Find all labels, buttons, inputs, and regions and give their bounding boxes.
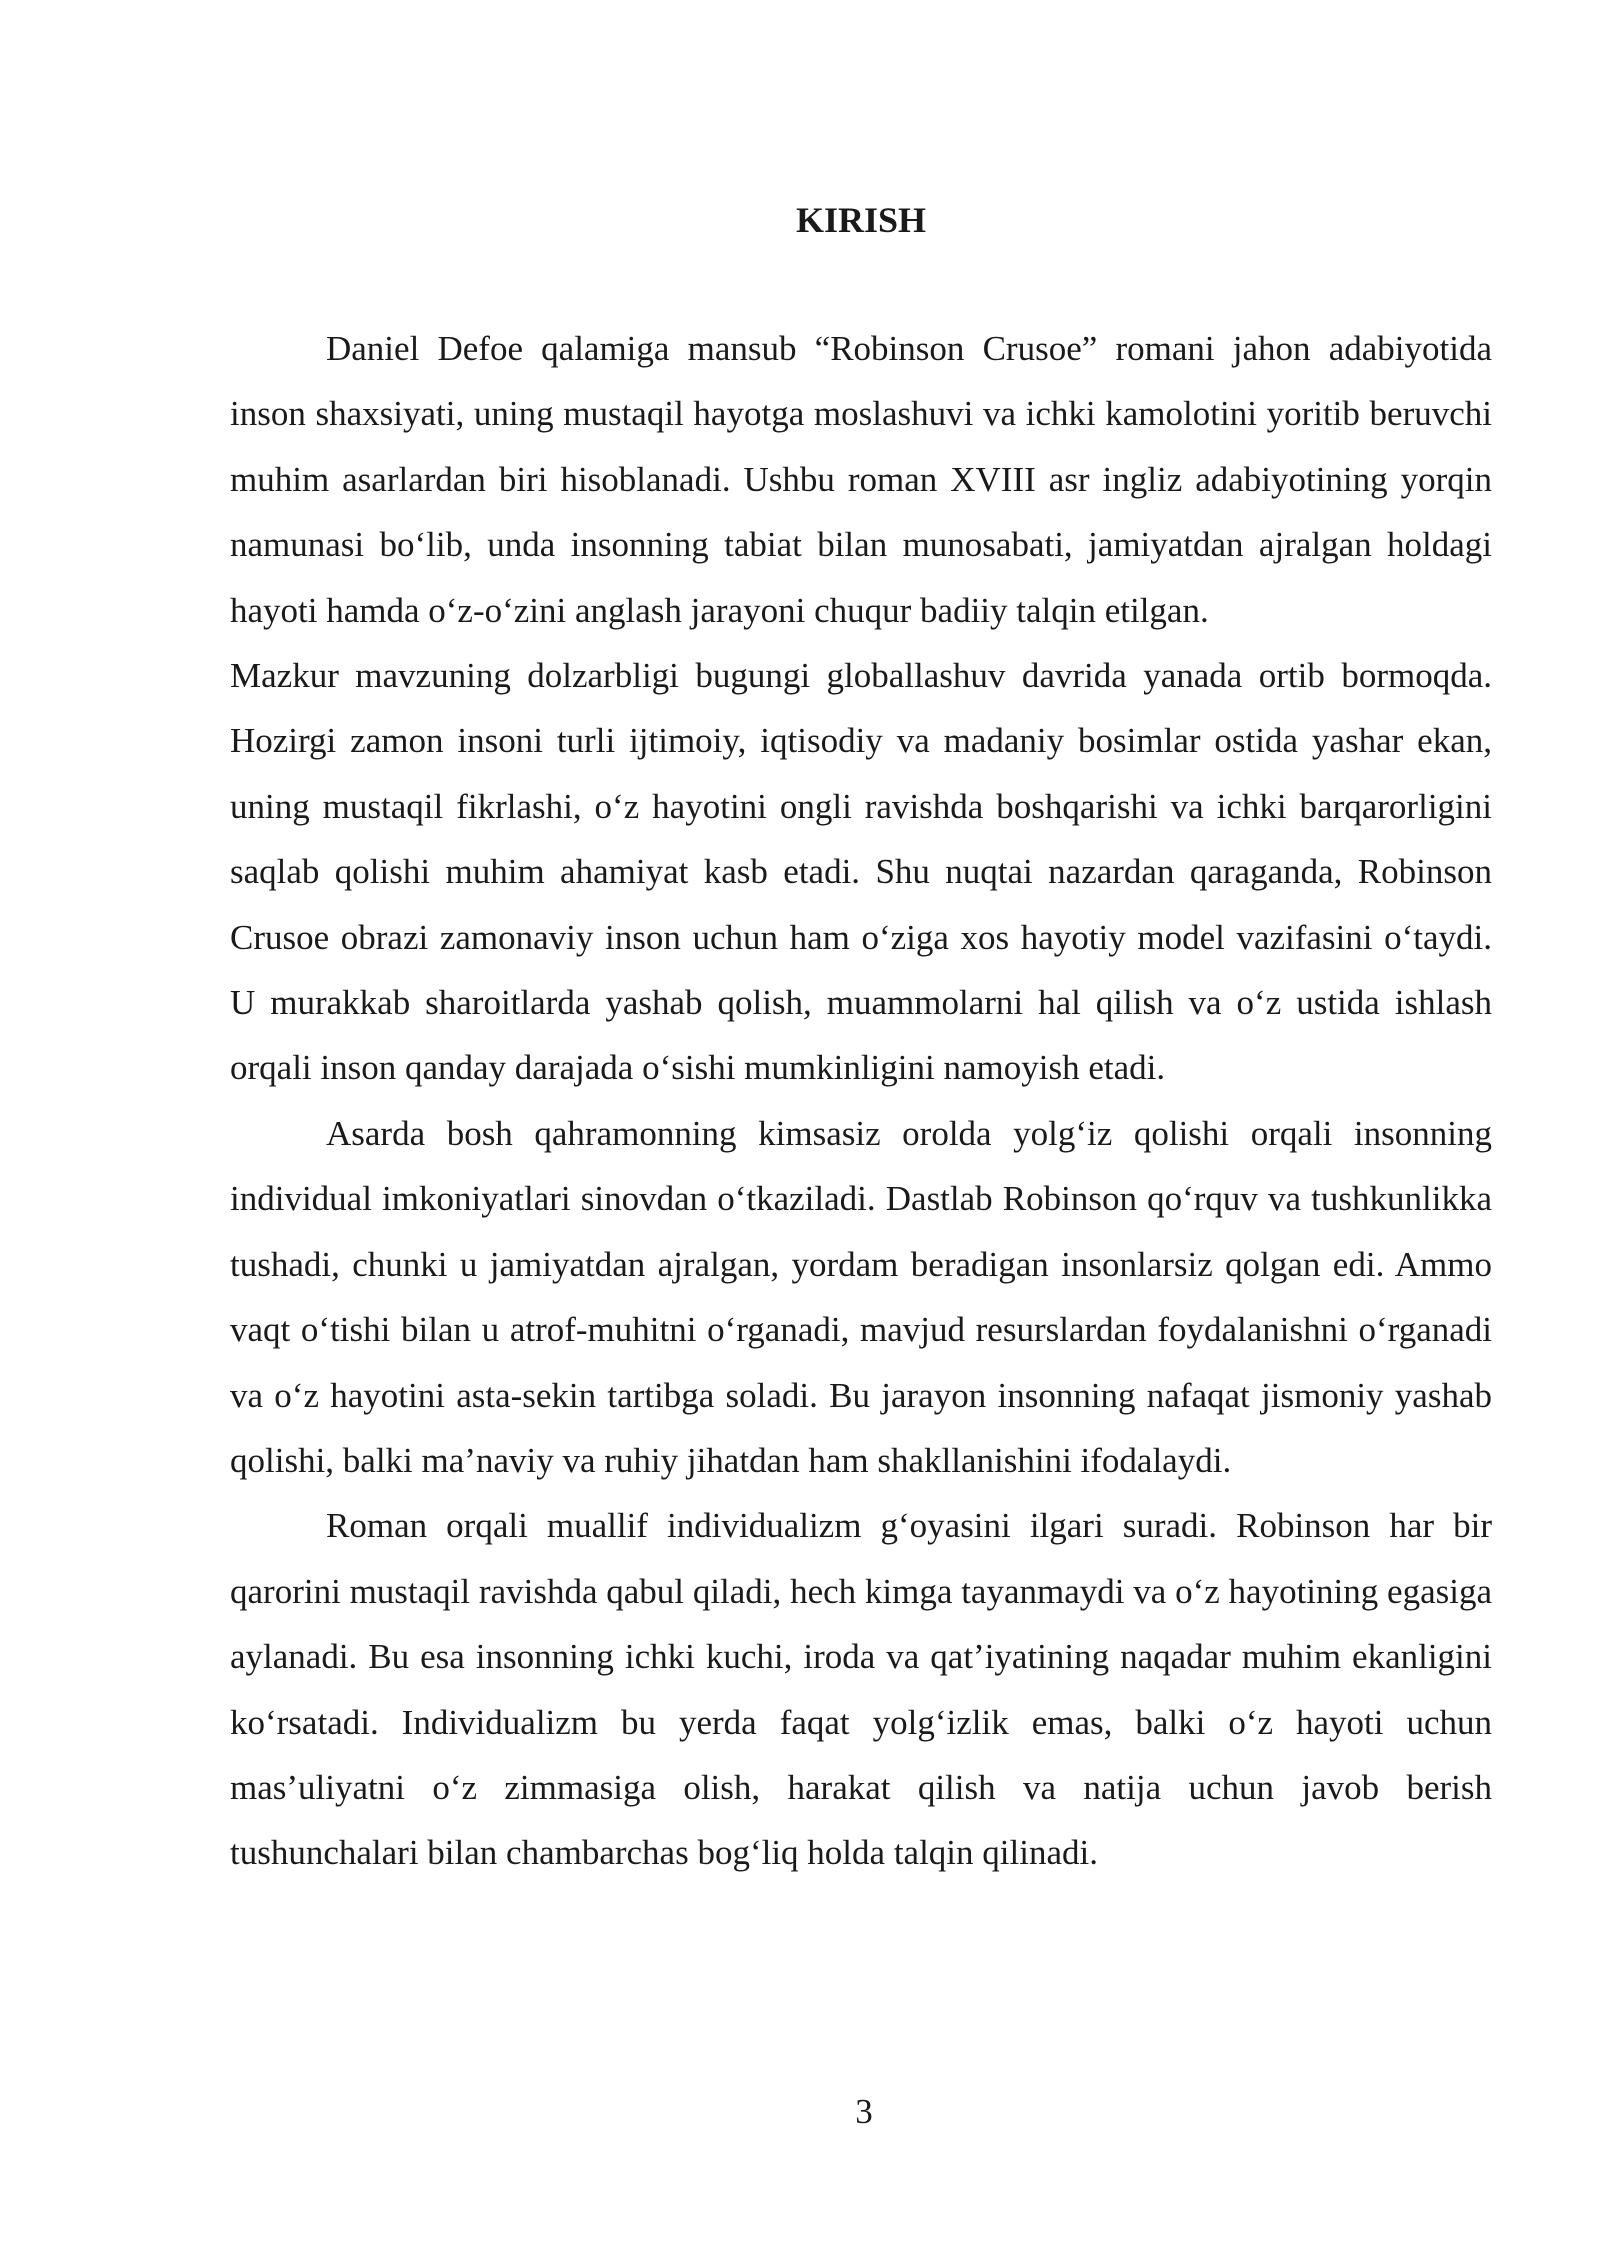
paragraph-island: Asarda bosh qahramonning kimsasiz orolda yolg‘iz qolishi orqali insonning individual imkoniyatlari sinovdan o‘tkaziladi. Dastlab Robinson qo‘rquv va tushkunlikka tushadi, chunki u jamiyatdan ajralgan, yordam beradigan insonlarsiz qolgan edi. Ammo vaqt o‘tishi bilan u atrof-muhitni o‘rganadi, mavjud resurslardan foydalanishni o‘rganadi va o‘z hayotini asta-sekin tartibga soladi. Bu jarayon insonning nafaqat jismoniy yashab qolishi, balki ma’naviy va ruhiy jihatdan ham shakllanishini ifodalaydi.	[230, 1113, 1492, 1480]
page-number: 3	[855, 2092, 873, 2131]
paragraph-relevance: Mazkur mavzuning dolzarbligi bugungi globallashuv davrida yanada ortib bormoqda. Hozirgi zamon insoni turli ijtimoiy, iqtisodiy va madaniy bosimlar ostida yashar ekan, uning mustaqil fikrlashi, o‘z hayotini ongli ravishda boshqarishi va ichki barqarorligini saqlab qolishi muhim ahamiyat kasb etadi. Shu nuqtai nazardan qaraganda, Robinson Crusoe obrazi zamonaviy inson uchun ham o‘ziga xos hayotiy model vazifasini o‘taydi. U murakkab sharoitlarda yashab qolish, muammolarni hal qilish va o‘z ustida ishlash orqali inson qanday darajada o‘sishi mumkinligini namoyish etadi.	[230, 656, 1492, 1088]
paragraph-individualism: Roman orqali muallif individualizm g‘oyasini ilgari suradi. Robinson har bir qarorini mustaqil ravishda qabul qiladi, hech kimga tayanmaydi va o‘z hayotining egasiga aylanadi. Bu esa insonning ichki kuchi, iroda va qat’iyatining naqadar muhim ekanligini ko‘rsatadi. Individualizm bu yerda faqat yolg‘izlik emas, balki o‘z hayoti uchun mas’uliyatni o‘z zimmasiga olish, harakat qilish va natija uchun javob berish tushunchalari bilan chambarchas bog‘liq holda talqin qilinadi.	[230, 1506, 1492, 1873]
page-content	[230, 190, 1492, 1886]
paragraph-intro: Daniel Defoe qalamiga mansub “Robinson Crusoe” romani jahon adabiyotida inson shaxsiyati, uning mustaqil hayotga moslashuvi va ichki kamolotini yoritib beruvchi muhim asarlardan biri hisoblanadi. Ushbu roman XVIII asr ingliz adabiyotining yorqin namunasi bo‘lib, unda insonning tabiat bilan munosabati, jamiyatdan ajralgan holdagi hayoti hamda o‘z-o‘zini anglash jarayoni chuqur badiiy talqin etilgan.	[230, 329, 1492, 630]
page-title: KIRISH	[795, 200, 927, 240]
